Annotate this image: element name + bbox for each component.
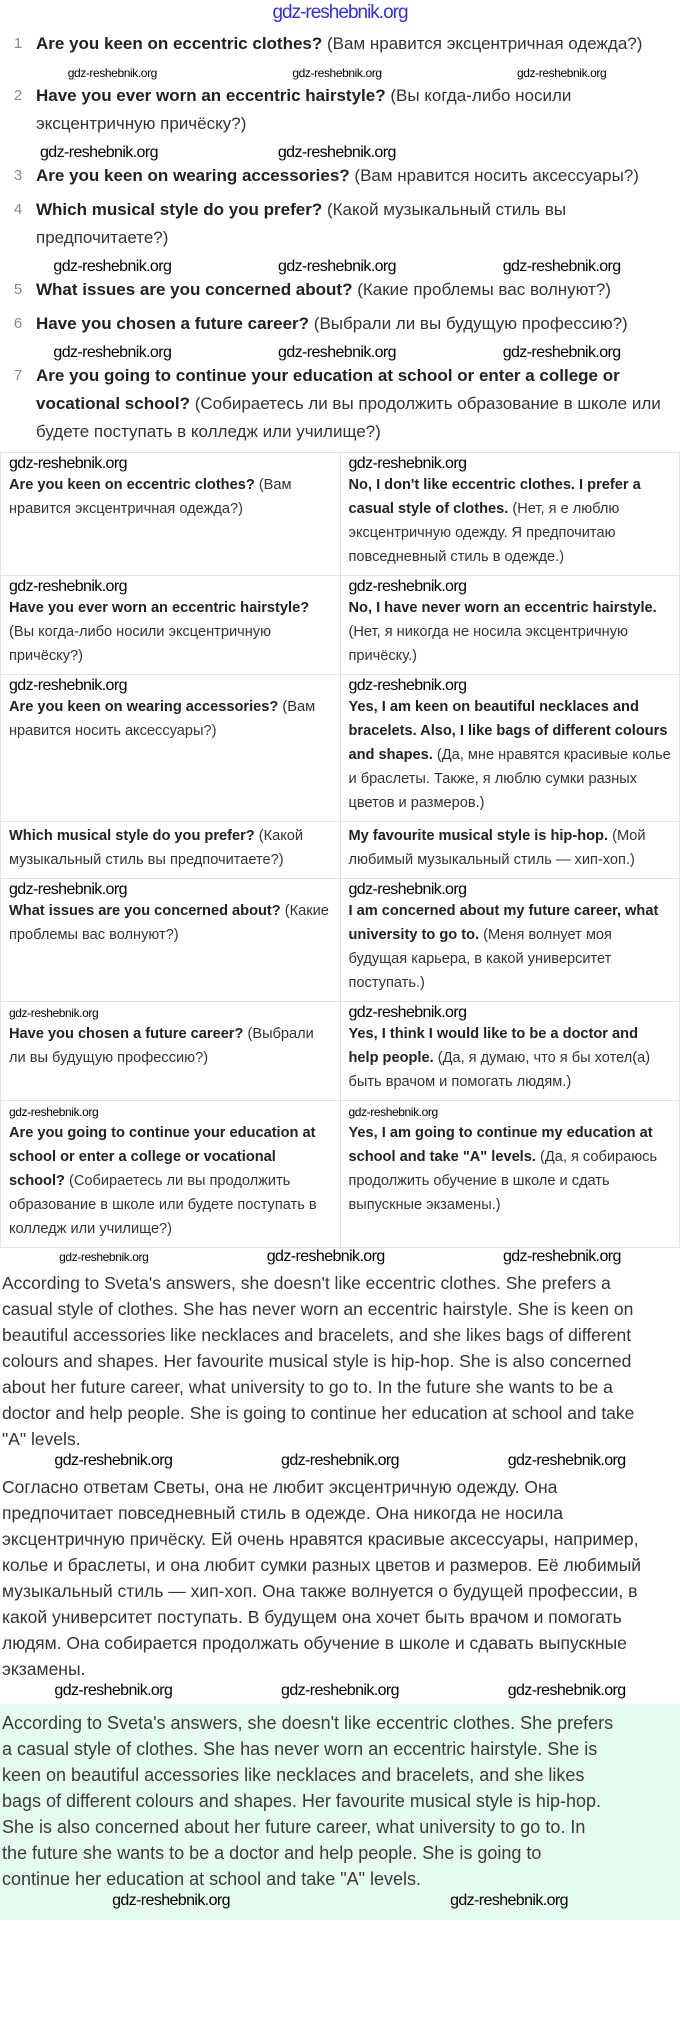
question-number: 4 xyxy=(13,201,23,218)
question-en: What issues are you concerned about? xyxy=(36,280,353,299)
watermark: gdz-reshebnik.org xyxy=(9,455,127,472)
watermark: gdz-reshebnik.org xyxy=(348,455,467,472)
watermark: gdz-reshebnik.org xyxy=(281,1452,399,1469)
watermark: gdz-reshebnik.org xyxy=(9,677,127,694)
summary-line: экзамены. xyxy=(2,1659,86,1679)
watermark: gdz-reshebnik.org xyxy=(517,66,607,80)
question-ru-cont: предпочитаете?) xyxy=(36,228,169,247)
watermark: gdz-reshebnik.org xyxy=(278,344,396,361)
summary-line: continue her education at school and take "A" levels. xyxy=(2,1869,422,1889)
watermark: gdz-reshebnik.org xyxy=(348,578,467,595)
watermark-row xyxy=(0,1248,680,1266)
table-row xyxy=(1,576,680,675)
summary-line: людям. Она собирается продолжать обучение в школе и сдавать выпускные xyxy=(2,1633,627,1653)
question-ru: (Вам нравится эксцентричная одежда?) xyxy=(327,34,643,53)
site-link[interactable]: gdz-reshebnik.org xyxy=(272,2,408,23)
summary-line: колье и браслеты, и она любит сумки разных цветов и размеров. Её любимый xyxy=(2,1555,642,1575)
question-ru: (Вы когда-либо носили xyxy=(390,86,572,105)
watermark-row xyxy=(0,1682,680,1700)
summary-line: She is also concerned about her future career, what university to go to. In xyxy=(2,1817,586,1837)
question-number: 6 xyxy=(13,315,23,332)
summary-line: a casual style of clothes. She has never worn an eccentric hairstyle. She is xyxy=(2,1739,598,1759)
watermark: gdz-reshebnik.org xyxy=(348,1004,467,1021)
question-en: Are you keen on eccentric clothes? xyxy=(36,34,323,53)
watermark: gdz-reshebnik.org xyxy=(40,144,158,161)
question-cell: gdz-reshebnik.org Are you going to continue your education at school or enter a college or vocational school? (Собираетесь ли вы продолжить образование в школе или будете поступать в колледж или училище?) xyxy=(1,1101,341,1248)
watermark: gdz-reshebnik.org xyxy=(507,1682,626,1699)
question-item xyxy=(0,310,674,338)
answer-cell: gdz-reshebnik.org Yes, I am going to continue my education at school and take "A" levels. (Да, я собираюсь продолжить обучение в школе и сдать выпускные экзамены.) xyxy=(340,1101,680,1248)
summary-line: Согласно ответам Светы, она не любит эксцентричную одежду. Она xyxy=(2,1477,558,1497)
answer-cell: gdz-reshebnik.org No, I have never worn an eccentric hairstyle. (Нет, я никогда не носила эксцентричную причёску.) xyxy=(340,576,680,675)
question-ru-cont: эксцентричную причёску?) xyxy=(36,114,247,133)
watermark: gdz-reshebnik.org xyxy=(266,1248,385,1265)
summary-line: the future she wants to be a doctor and help people. She is going to xyxy=(2,1843,542,1863)
table-row xyxy=(1,879,680,1002)
question-en: Have you ever worn an eccentric hairstyle? xyxy=(36,86,386,105)
summary-line: beautiful accessories like necklaces and bracelets, and she likes bags of different xyxy=(2,1325,632,1345)
question-en: Are you keen on wearing accessories? xyxy=(36,166,350,185)
watermark: gdz-reshebnik.org xyxy=(502,258,621,275)
summary-line: According to Sveta's answers, she doesn't like eccentric clothes. She prefers a xyxy=(2,1273,611,1293)
summary-line: colours and shapes. Her favourite musical style is hip-hop. She is also concerned xyxy=(2,1351,632,1371)
answer-cell: gdz-reshebnik.org I am concerned about my future career, what university to go to. (Меня волнует моя будущая карьера, в какой университет поступать.) xyxy=(340,879,680,1002)
table-row xyxy=(1,675,680,822)
watermark: gdz-reshebnik.org xyxy=(53,258,172,275)
summary-line: предпочитает повседневный стиль в одежде. Она никогда не носила xyxy=(2,1503,564,1523)
question-number: 7 xyxy=(13,367,23,384)
watermark-row xyxy=(0,258,674,276)
question-cell: gdz-reshebnik.org Have you ever worn an eccentric hairstyle? (Вы когда-либо носили эксцентричную причёску?) xyxy=(1,576,341,675)
watermark: gdz-reshebnik.org xyxy=(278,258,396,275)
question-en-cont: vocational school? xyxy=(36,394,190,413)
question-cell: gdz-reshebnik.org Are you keen on wearing accessories? (Вам нравится носить аксессуары?) xyxy=(1,675,341,822)
watermark: gdz-reshebnik.org xyxy=(59,1250,149,1264)
watermark: gdz-reshebnik.org xyxy=(277,144,396,161)
question-number: 5 xyxy=(13,281,23,298)
header xyxy=(0,0,680,26)
watermark: gdz-reshebnik.org xyxy=(112,1892,230,1909)
answer-cell: gdz-reshebnik.org No, I don't like eccentric clothes. I prefer a casual style of clothes. (Нет, я е люблю эксцентричную одежду. Я предпочитаю повседневный стиль в одежде.) xyxy=(340,453,680,576)
table-row xyxy=(1,822,680,879)
summary-ru xyxy=(0,1470,680,1682)
question-item xyxy=(0,162,674,190)
watermark: gdz-reshebnik.org xyxy=(53,344,172,361)
question-item xyxy=(0,82,674,138)
summary-en xyxy=(0,1266,680,1452)
watermark: gdz-reshebnik.org xyxy=(9,1105,99,1119)
table-row xyxy=(1,1101,680,1248)
watermark: gdz-reshebnik.org xyxy=(281,1682,399,1699)
summary-line: "A" levels. xyxy=(2,1429,81,1449)
question-ru: (Какие проблемы вас волнуют?) xyxy=(357,280,611,299)
question-item xyxy=(0,196,674,252)
watermark-row xyxy=(0,344,674,362)
qa-table xyxy=(0,452,680,1248)
highlighted-summary xyxy=(0,1704,680,1920)
question-number: 1 xyxy=(13,35,23,52)
question-list xyxy=(0,26,680,446)
watermark: gdz-reshebnik.org xyxy=(67,66,157,80)
summary-line: casual style of clothes. She has never worn an eccentric hairstyle. She is keen on xyxy=(2,1299,634,1319)
summary-line: about her future career, what university to go to. In the future she wants to be a xyxy=(2,1377,613,1397)
summary-line: According to Sveta's answers, she doesn't like eccentric clothes. She prefers xyxy=(2,1713,614,1733)
answer-cell: gdz-reshebnik.org Yes, I think I would like to be a doctor and help people. (Да, я думаю, что я бы хотел(а) быть врачом и помогать людям.) xyxy=(340,1002,680,1101)
question-ru: (Вам нравится носить аксессуары?) xyxy=(354,166,639,185)
watermark: gdz-reshebnik.org xyxy=(54,1452,173,1469)
watermark: gdz-reshebnik.org xyxy=(348,1105,438,1119)
watermark-row xyxy=(0,144,674,162)
watermark-row xyxy=(0,64,674,82)
summary-line: bags of different colours and shapes. Her favourite musical style is hip-hop. xyxy=(2,1791,601,1811)
summary-line: какой университет поступать. В будущем она хочет быть врачом и помогать xyxy=(2,1607,622,1627)
summary-line: keen on beautiful accessories like necklaces and bracelets, and she likes xyxy=(2,1765,585,1785)
watermark: gdz-reshebnik.org xyxy=(9,578,127,595)
question-item xyxy=(0,362,674,446)
question-cell: gdz-reshebnik.org What issues are you concerned about? (Какие проблемы вас волнуют?) xyxy=(1,879,341,1002)
watermark: gdz-reshebnik.org xyxy=(502,1248,621,1265)
table-row xyxy=(1,453,680,576)
watermark: gdz-reshebnik.org xyxy=(292,66,382,80)
question-cell: Which musical style do you prefer? (Какой музыкальный стиль вы предпочитаете?) xyxy=(1,822,341,879)
question-item xyxy=(0,276,674,304)
question-cell: gdz-reshebnik.org Are you keen on eccentric clothes? (Вам нравится эксцентричная одежда?) xyxy=(1,453,341,576)
question-number: 2 xyxy=(13,87,23,104)
question-ru: (Какой музыкальный стиль вы xyxy=(326,200,567,219)
question-item xyxy=(0,30,674,58)
question-cell: gdz-reshebnik.org Have you chosen a future career? (Выбрали ли вы будущую профессию?) xyxy=(1,1002,341,1101)
question-ru: (Выбрали ли вы будущую профессию?) xyxy=(313,314,628,333)
summary-line: музыкальный стиль — хип-хоп. Она также волнуется о будущей профессии, в xyxy=(2,1581,638,1601)
question-en: Have you chosen a future career? xyxy=(36,314,310,333)
table-row xyxy=(1,1002,680,1101)
question-en: Which musical style do you prefer? xyxy=(36,200,323,219)
watermark-row xyxy=(0,1452,680,1470)
watermark: gdz-reshebnik.org xyxy=(9,881,127,898)
watermark: gdz-reshebnik.org xyxy=(507,1452,626,1469)
watermark-row xyxy=(2,1892,678,1910)
summary-line: эксцентричную причёску. Ей очень нравятся красивые аксессуары, например, xyxy=(2,1529,639,1549)
answer-cell: My favourite musical style is hip-hop. (Мой любимый музыкальный стиль — хип-хоп.) xyxy=(340,822,680,879)
watermark: gdz-reshebnik.org xyxy=(450,1892,568,1909)
question-ru-cont: или будете поступать в колледж или училище?) xyxy=(36,394,661,441)
question-number: 3 xyxy=(13,167,23,184)
watermark: gdz-reshebnik.org xyxy=(502,344,621,361)
watermark: gdz-reshebnik.org xyxy=(348,677,467,694)
watermark: gdz-reshebnik.org xyxy=(348,881,467,898)
watermark: gdz-reshebnik.org xyxy=(54,1682,173,1699)
answer-cell: gdz-reshebnik.org Yes, I am keen on beautiful necklaces and bracelets. Also, I like bags of different colours and shapes. (Да, мне нравятся красивые колье и браслеты. Также, я люблю сумки разных цветов и размеров.) xyxy=(340,675,680,822)
watermark: gdz-reshebnik.org xyxy=(9,1006,99,1020)
question-ru: (Собираетесь ли вы продолжить образование в школе xyxy=(194,394,628,413)
summary-line: doctor and help people. She is going to continue her education at school and take xyxy=(2,1403,635,1423)
question-en: Are you going to continue your education at school or enter a college or xyxy=(36,366,620,385)
